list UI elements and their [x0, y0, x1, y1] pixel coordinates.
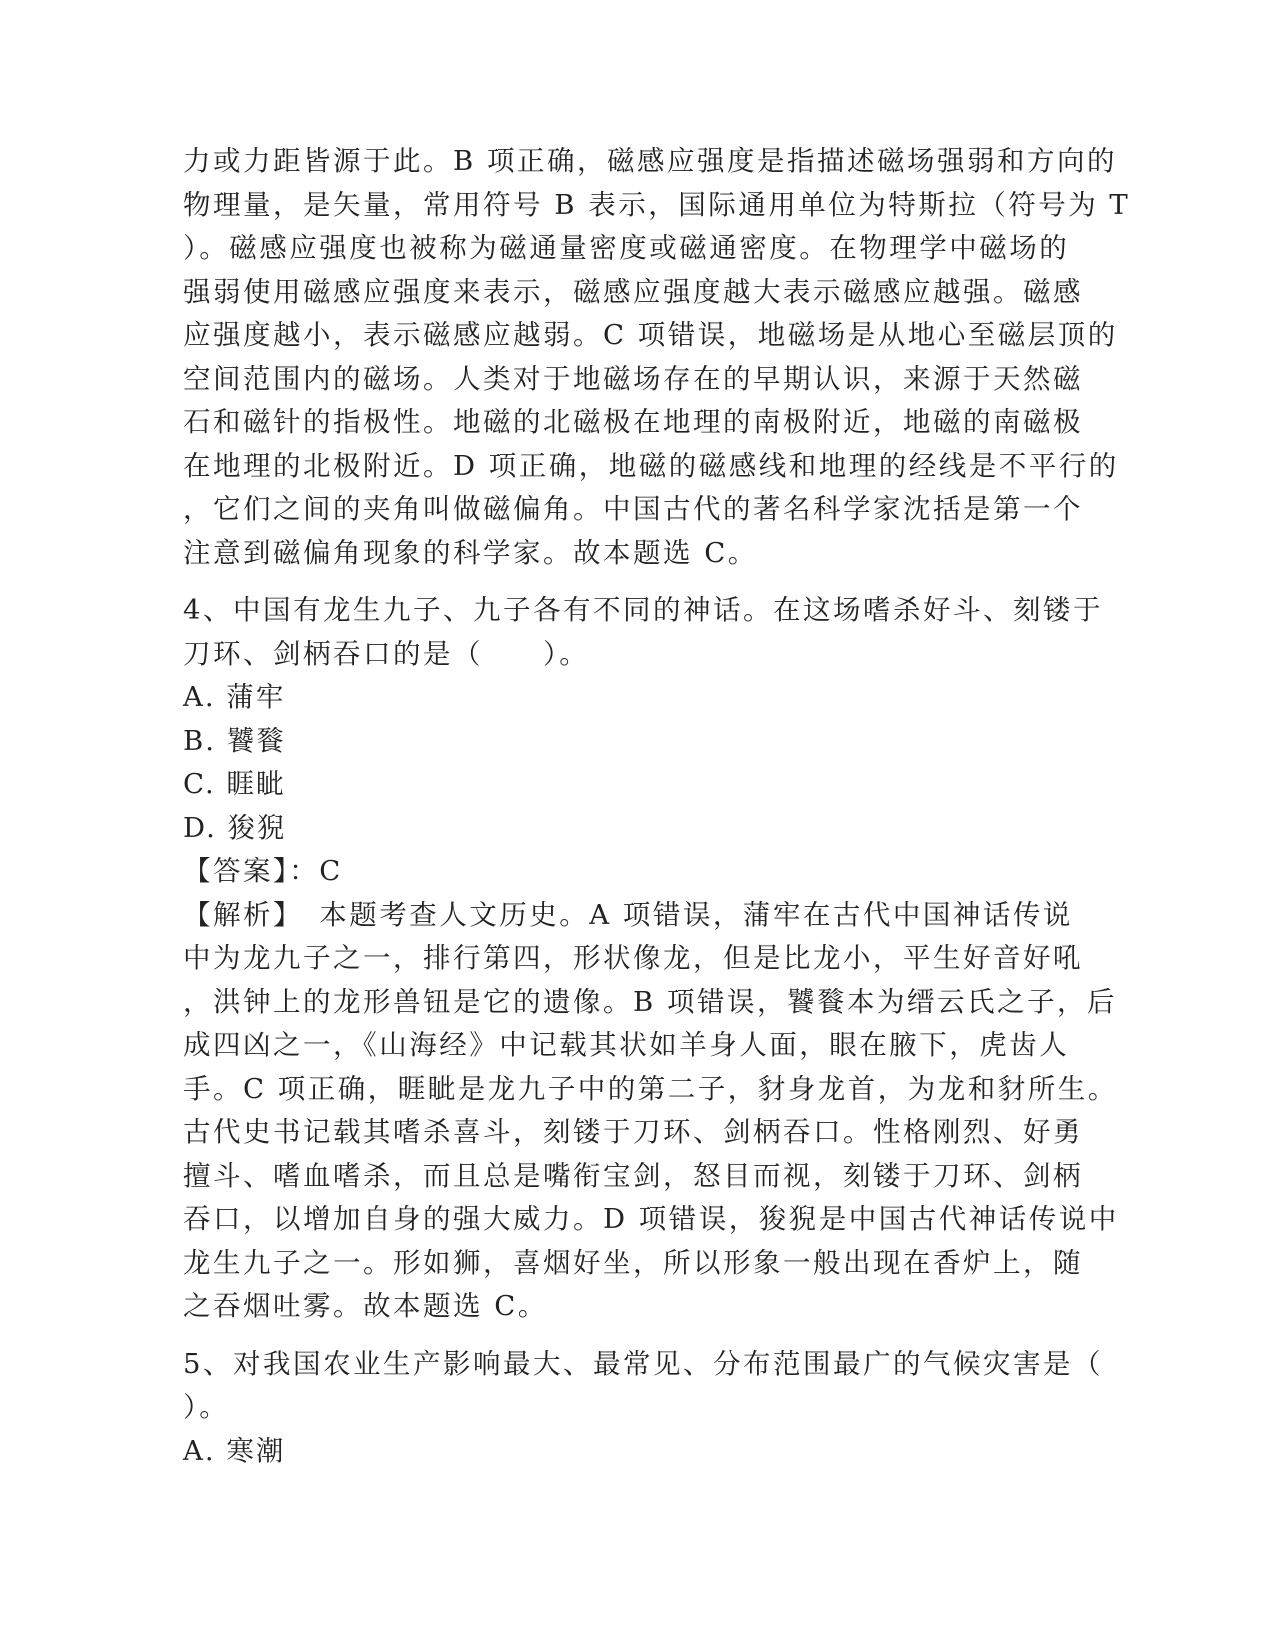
- question-4-text: 刀环、剑柄吞口的是（ ）。: [183, 637, 590, 670]
- question-5-option-a: A. 寒潮: [183, 1434, 286, 1467]
- text-line: 力或力距皆源于此。B 项正确，磁感应强度是指描述磁场强弱和方向的: [183, 145, 1117, 177]
- text-line: ）。磁感应强度也被称为磁通量密度或磁通密度。在物理学中磁场的: [183, 232, 1070, 264]
- question-4-text: 4、中国有龙生九子、九子各有不同的神话。在这场嗜杀好斗、刻镂于: [183, 594, 1103, 626]
- question-4-analysis: 成四凶之一，《山海经》中记载其状如羊身人面，眼在腋下，虎齿人: [183, 1029, 1070, 1061]
- document-page: [183, 140, 1131, 1473]
- text-line: 在地理的北极附近。D 项正确，地磁的磁感线和地理的经线是不平行的: [183, 449, 1119, 482]
- question-4-analysis: 手。C 项正确，睚眦是龙九子中的第二子，豺身龙首，为龙和豺所生。: [183, 1072, 1118, 1105]
- text-line: 物理量，是矢量，常用符号 B 表示，国际通用单位为特斯拉（符号为 T: [183, 188, 1131, 221]
- question-5: [183, 1343, 1103, 1474]
- question-4-analysis: 【解析】 本题考查人文历史。A 项错误，蒲牢在古代中国神话传说: [183, 898, 1073, 931]
- question-4-analysis: 龙生九子之一。形如狮，喜烟好坐，所以形象一般出现在香炉上，随: [183, 1246, 1083, 1279]
- question-4-analysis: 之吞烟吐雾。故本题选 C。: [183, 1290, 548, 1322]
- question-4-option-d: D. 狻猊: [183, 811, 287, 844]
- question-5-text: 5、对我国农业生产影响最大、最常见、分布范围最广的气候灾害是（: [183, 1347, 1103, 1380]
- question-4-option-a: A. 蒲牢: [183, 681, 286, 713]
- text-line: 空间范围内的磁场。人类对于地磁场存在的早期认识，来源于天然磁: [183, 362, 1083, 395]
- paragraph-gap: [183, 1329, 1063, 1343]
- question-4-analysis: 中为龙九子之一，排行第四，形状像龙，但是比龙小，平生好音好吼: [183, 942, 1083, 974]
- question-4-analysis: 擅斗、嗜血嗜杀，而且总是嘴衔宝剑，怒目而视，刻镂于刀环、剑柄: [183, 1159, 1083, 1192]
- question-4-analysis: 古代史书记载其嗜杀喜斗，刻镂于刀环、剑柄吞口。性格刚烈、好勇: [183, 1116, 1083, 1148]
- text-line: 应强度越小，表示磁感应越弱。C 项错误，地磁场是从地心至磁层顶的: [183, 319, 1118, 351]
- question-4: [183, 589, 1119, 1329]
- text-line: 石和磁针的指极性。地磁的北磁极在地理的南极附近，地磁的南磁极: [183, 406, 1083, 438]
- previous-analysis-continuation: [183, 140, 1131, 575]
- question-4-analysis: ，洪钟上的龙形兽钮是它的遗像。B 项错误，饕餮本为缙云氏之子，后: [183, 985, 1117, 1018]
- question-5-text: ）。: [183, 1391, 230, 1423]
- question-4-option-c: C. 睚眦: [183, 768, 286, 800]
- paragraph-gap: [183, 575, 1063, 589]
- question-4-analysis: 吞口，以增加自身的强大威力。D 项错误，狻猊是中国古代神话传说中: [183, 1203, 1119, 1235]
- text-line: 强弱使用磁感应强度来表示，磁感应强度越大表示磁感应越强。磁感: [183, 275, 1083, 308]
- text-line: 注意到磁偏角现象的科学家。故本题选 C。: [183, 536, 758, 569]
- text-line: ，它们之间的夹角叫做磁偏角。中国古代的著名科学家沈括是第一个: [183, 493, 1083, 525]
- question-4-answer: 【答案】：C: [183, 855, 343, 887]
- question-4-option-b: B. 饕餮: [183, 724, 286, 757]
